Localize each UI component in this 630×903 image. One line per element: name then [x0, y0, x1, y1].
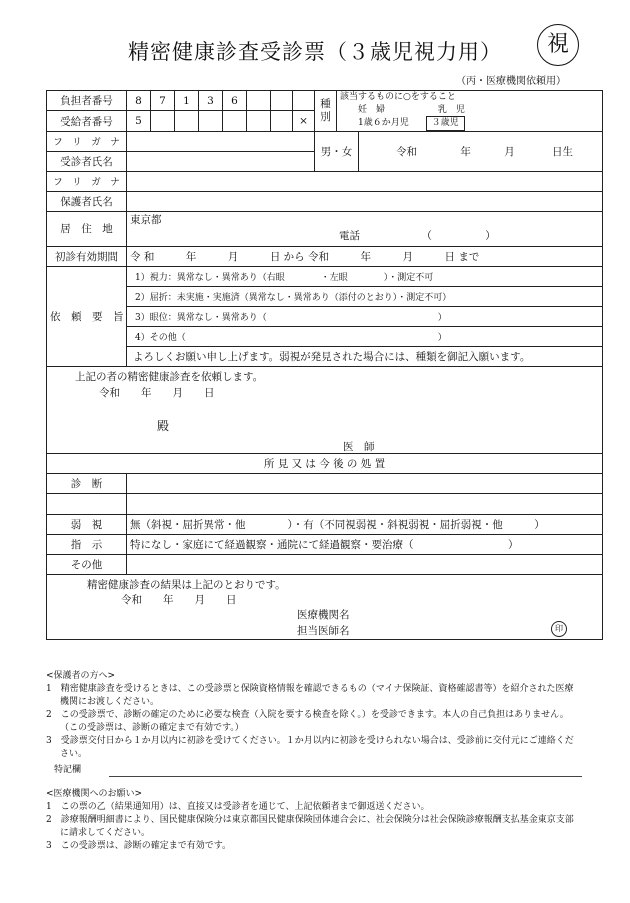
special-notes-label: 特記欄: [54, 765, 82, 776]
request-item-other[interactable]: 4）その他（ ）: [127, 326, 603, 346]
patient-name-field[interactable]: [127, 151, 315, 171]
result-block: [47, 574, 603, 639]
payer-digit[interactable]: 1: [175, 91, 199, 111]
category-infant[interactable]: 乳 児: [437, 104, 465, 115]
payer-digit[interactable]: 3: [199, 91, 223, 111]
payer-digit[interactable]: [271, 91, 293, 111]
category-18mo[interactable]: 1歳６か月児: [358, 118, 409, 129]
diagnosis-field-2[interactable]: [127, 493, 603, 514]
payer-number-label: 負担者番号: [47, 91, 127, 111]
category-pregnant[interactable]: 妊 婦: [358, 104, 386, 115]
furigana-label: フ リ ガ ナ: [47, 131, 127, 151]
request-label: 依 頼 要 旨: [47, 266, 127, 366]
exam-form-table: [46, 90, 603, 640]
seal-mark: 印: [551, 621, 567, 637]
guardian-furigana-field[interactable]: [127, 171, 603, 191]
guardian-notes-heading: <保護者の方へ>: [46, 671, 116, 681]
special-notes-field[interactable]: [109, 766, 582, 777]
phone-paren-open: （: [421, 229, 432, 242]
recipient-cross-mark: ×: [293, 111, 315, 131]
phone-label: 電話: [339, 229, 360, 242]
payer-digit[interactable]: [247, 91, 271, 111]
guardian-name-label: 保護者氏名: [47, 191, 127, 211]
valid-period-label: 初診有効期間: [47, 246, 127, 266]
result-date[interactable]: 令和 年 月 日: [121, 593, 237, 606]
address-field[interactable]: [127, 211, 603, 246]
payer-digit[interactable]: 6: [223, 91, 247, 111]
category-3yr[interactable]: ３歳児: [426, 116, 465, 131]
furigana-field[interactable]: [127, 131, 315, 151]
category-note: 該当するものに○をすること: [340, 92, 456, 102]
recipient-number-label: 受給者番号: [47, 111, 127, 131]
recipient-digit[interactable]: [247, 111, 271, 131]
category-options[interactable]: [337, 91, 603, 132]
instruction-label: 指 示: [47, 534, 127, 554]
valid-period-field[interactable]: 令 和 年 月 日 から 令和 年 月 日 まで: [127, 246, 603, 266]
address-label: 居 住 地: [47, 211, 127, 246]
recipient-digit[interactable]: [271, 111, 293, 131]
guardian-note: 1 精密健康診査を受けるときは、この受診票と保険資格情報を確認できるもの（マイナ保険証、資格確認書等）を紹介された医療機関にお渡しください。: [46, 684, 574, 708]
address-value: 東京都: [130, 213, 162, 226]
recipient-digit[interactable]: [151, 111, 175, 131]
birth-month-label: 月: [504, 145, 515, 158]
other-label: その他: [47, 554, 127, 574]
request-item-alignment[interactable]: 3）眼位：異常なし・異常あり（ ）: [127, 306, 603, 326]
facility-label: 医療機関名: [297, 608, 350, 621]
facility-note: 2 診療報酬明細書により、国民健康保険分は東京都国民健康保険団体連合会に、社会保険分は社会保険診療報酬支払基金東京支部に請求してください。: [46, 815, 574, 839]
guardian-note: 2 この受診票で、診断の確定のために必要な検査（入院を要する検査を除く。）を受診できます。本人の自己負担はありません。（この受診票は、診断の確定まで有効です。）: [46, 710, 569, 734]
diagnosis-blank-label: [47, 493, 127, 514]
facility-notes: [46, 788, 582, 853]
birth-era: 令和: [396, 145, 417, 158]
request-statement-block: [47, 366, 603, 453]
phone-paren-close: ）: [485, 229, 496, 242]
guardian-name-field[interactable]: [127, 191, 603, 211]
request-item-refraction[interactable]: 2）屈折：未実施・実施済（異常なし・異常あり（添付のとおり）・測定不可）: [127, 286, 603, 306]
birth-date-field[interactable]: [359, 131, 603, 171]
facility-notes-heading: <医療機関へのお願い>: [46, 789, 143, 799]
guardian-notes: [46, 670, 582, 777]
doctor-label: 担当医師名: [297, 624, 350, 637]
form-title: 精密健康診査受診票（３歳児視力用）: [128, 40, 502, 64]
payer-digit[interactable]: 7: [151, 91, 175, 111]
recipient-digit[interactable]: [199, 111, 223, 131]
result-statement: 精密健康診査の結果は上記のとおりです。: [87, 578, 286, 591]
recipient-digit[interactable]: [223, 111, 247, 131]
sex-label[interactable]: 男・女: [315, 131, 359, 171]
category-mark: 視: [537, 24, 579, 66]
addressee-suffix: 殿: [157, 418, 170, 433]
payer-digit[interactable]: 8: [127, 91, 151, 111]
payer-digit[interactable]: [293, 91, 315, 111]
request-statement: 上記の者の精密健康診査を依頼します。: [75, 370, 264, 383]
amblyopia-field[interactable]: 無（斜視・屈折異常・他 ）・有（不同視弱視・斜視弱視・屈折弱視・他 ）: [127, 514, 603, 534]
category-label: 種別: [315, 91, 337, 132]
diagnosis-label: 診 断: [47, 473, 127, 493]
other-field[interactable]: [127, 554, 603, 574]
facility-note: 1 この票の乙（結果通知用）は、直接又は受診者を通じて、上記依頼者まで御返送ください。: [46, 802, 430, 813]
diagnosis-field[interactable]: [127, 473, 603, 493]
patient-name-label: 受診者氏名: [47, 151, 127, 171]
birth-year-label: 年: [460, 145, 471, 158]
recipient-digit[interactable]: 5: [127, 111, 151, 131]
guardian-furigana-label: フ リ ガ ナ: [47, 171, 127, 191]
request-date[interactable]: 令和 年 月 日: [99, 386, 215, 399]
request-item-vision[interactable]: 1）視力：異常なし・異常あり（右眼 ・左眼 ）・測定不可: [127, 266, 603, 286]
findings-header: 所 見 又 は 今 後 の 処 置: [47, 453, 603, 473]
amblyopia-label: 弱 視: [47, 514, 127, 534]
request-closing: よろしくお願い申し上げます。弱視が発見された場合には、種類を御記入願います。: [127, 346, 603, 366]
form-subtitle: （丙・医療機関依頼用）: [456, 76, 566, 87]
facility-note: 3 この受診票は、診断の確定まで有効です。: [46, 841, 232, 852]
recipient-digit[interactable]: [175, 111, 199, 131]
instruction-field[interactable]: 特になし・家庭にて経過観察・通院にて経過観察・要治療（ ）: [127, 534, 603, 554]
guardian-note: 3 受診票交付日から１か月以内に初診を受けてください。１か月以内に初診を受けられない場合は、受診前に交付元にご連絡ください。: [46, 736, 574, 760]
physician-label: 医 師: [343, 440, 375, 453]
birth-day-label: 日生: [552, 145, 574, 158]
